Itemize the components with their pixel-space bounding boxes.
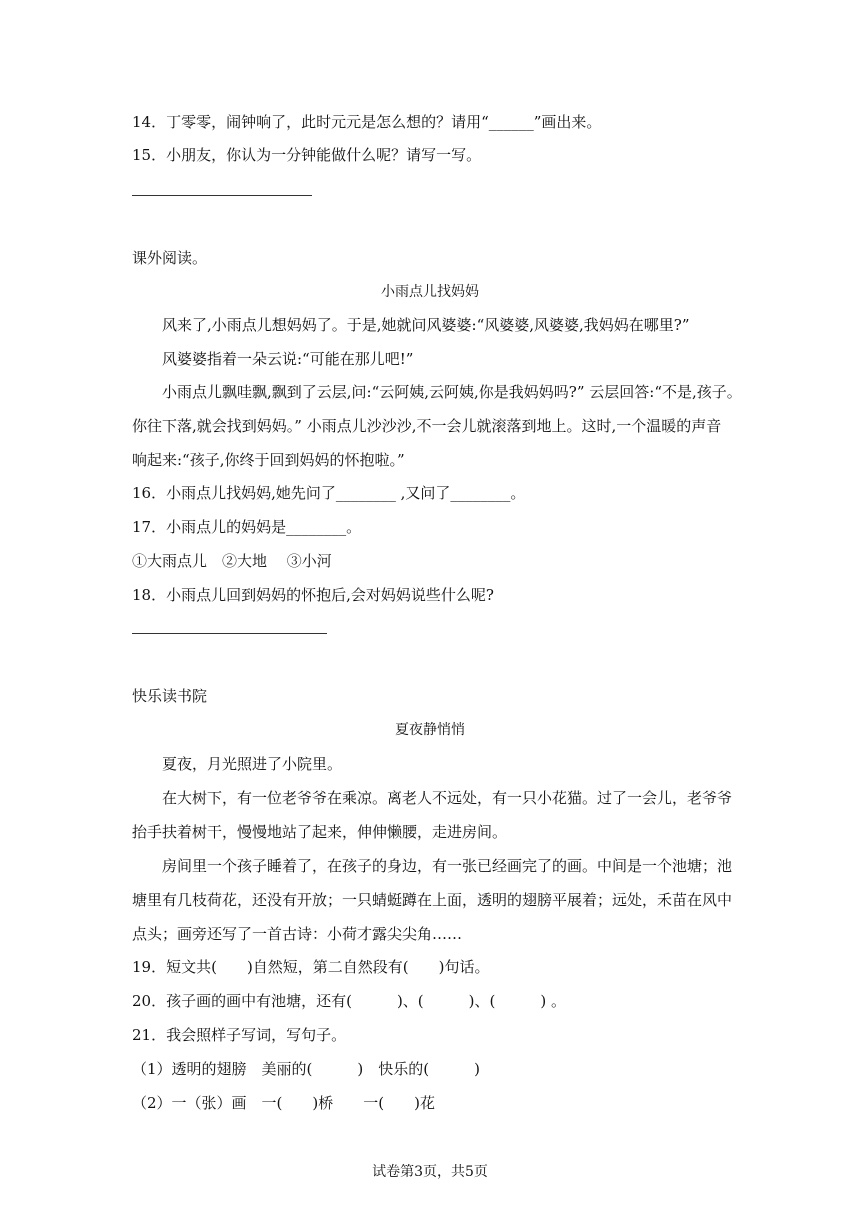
section-heading-reading: 快乐读书院 bbox=[132, 687, 208, 705]
question-21-part-1: （1）透明的翅膀 美丽的( ) 快乐的( ) bbox=[132, 1060, 480, 1078]
question-17-options: ①大雨点儿 ②大地 ③小河 bbox=[132, 552, 332, 570]
passage-paragraph-line: 抬手扶着树干，慢慢地站了起来，伸伸懒腰，走进房间。 bbox=[132, 823, 508, 841]
passage-paragraph: 夏夜，月光照进了小院里。 bbox=[162, 755, 343, 773]
question-21-part-2: （2）一（张）画 一( )桥 一( )花 bbox=[132, 1094, 435, 1112]
passage-paragraph-line: 你往下落,就会找到妈妈。” 小雨点儿沙沙沙,不一会儿就滚落到地上。这时,一个温暖的声音 bbox=[132, 417, 722, 435]
passage-paragraph-line: 塘里有几枝荷花，还没有开放；一只蜻蜓蹲在上面，透明的翅膀平展着；远处，禾苗在风中 bbox=[132, 891, 733, 909]
question-14: 14．丁零零，闹钟响了，此时元元是怎么想的？请用“______”画出来。 bbox=[132, 113, 602, 131]
passage-paragraph: 风来了,小雨点儿想妈妈了。于是,她就问风婆婆:“风婆婆,风婆婆,我妈妈在哪里?” bbox=[162, 316, 690, 334]
question-17: 17．小雨点儿的妈妈是________。 bbox=[132, 518, 362, 536]
question-19: 19．短文共( )自然短，第二自然段有( )句话。 bbox=[132, 958, 490, 976]
passage-paragraph-line: 响起来:“孩子,你终于回到妈妈的怀抱啦。” bbox=[132, 451, 405, 469]
passage-title-raindrop: 小雨点儿找妈妈 bbox=[381, 284, 479, 300]
passage-paragraph: 风婆婆指着一朵云说:“可能在那儿吧!” bbox=[162, 350, 414, 368]
answer-line-18 bbox=[132, 633, 327, 634]
passage-paragraph-line: 在大树下，有一位老爷爷在乘凉。离老人不远处，有一只小花猫。过了一会儿，老爷爷 bbox=[162, 789, 733, 807]
question-21: 21．我会照样子写词，写句子。 bbox=[132, 1026, 347, 1044]
question-20: 20．孩子画的画中有池塘，还有( )、( )、( ) 。 bbox=[132, 992, 566, 1010]
question-15: 15．小朋友，你认为一分钟能做什么呢？请写一写。 bbox=[132, 146, 482, 164]
passage-paragraph-line: 点头；画旁还写了一首古诗：小荷才露尖尖角…… bbox=[132, 925, 463, 943]
question-18: 18．小雨点儿回到妈妈的怀抱后,会对妈妈说些什么呢? bbox=[132, 586, 494, 604]
question-16: 16．小雨点儿找妈妈,她先问了________ ,又问了________。 bbox=[132, 484, 526, 502]
passage-title-summer-night: 夏夜静悄悄 bbox=[395, 722, 465, 738]
passage-paragraph-line: 房间里一个孩子睡着了，在孩子的身边，有一张已经画完了的画。中间是一个池塘；池 bbox=[162, 857, 733, 875]
passage-paragraph-line: 小雨点儿飘哇飘,飘到了云层,问:“云阿姨,云阿姨,你是我妈妈吗?” 云层回答:“不是,孩子。 bbox=[162, 383, 742, 401]
page-footer: 试卷第3页，共5页 bbox=[372, 1164, 488, 1180]
answer-line-15 bbox=[132, 195, 312, 196]
section-heading-extracurricular: 课外阅读。 bbox=[132, 249, 208, 267]
